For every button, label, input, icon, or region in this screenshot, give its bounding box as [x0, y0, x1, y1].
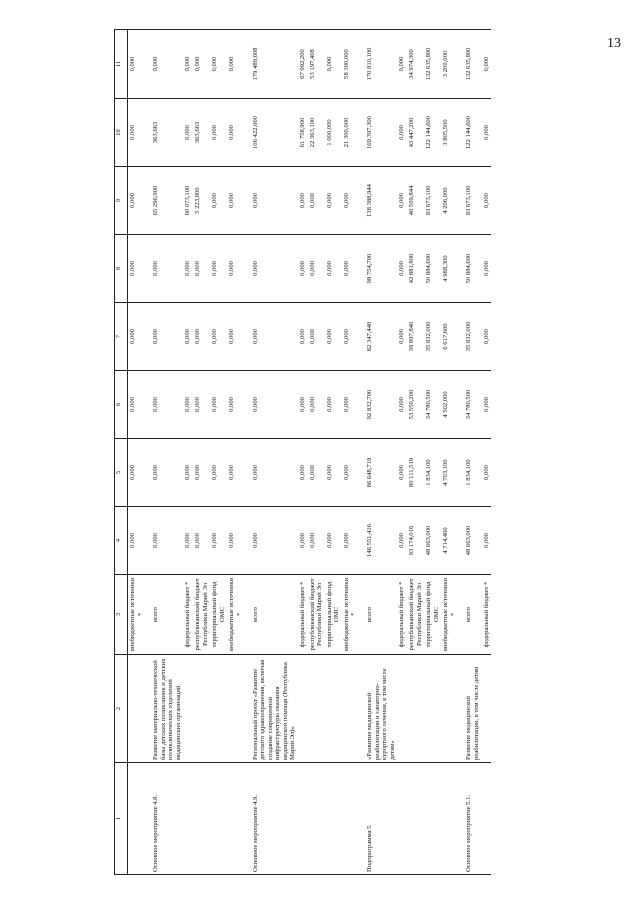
rotated-table-container — [114, 30, 526, 875]
table-row — [227, 30, 244, 875]
value-cell: 0,000 — [227, 30, 244, 99]
value-cell: 1 834,100 — [458, 439, 481, 507]
value-cell: 122 144,600 — [458, 99, 481, 167]
funding-source-cell: внебюджетные источники * — [227, 575, 244, 655]
value-cell: 65 296,900 — [145, 167, 183, 235]
funding-source-cell: республиканский бюджет Республики Марий Эл — [308, 575, 325, 655]
value-cell: 4 502,000 — [441, 371, 458, 439]
value-cell: 1 834,100 — [424, 439, 441, 507]
measure-description-cell — [308, 655, 325, 763]
value-cell: 34 974,300 — [407, 30, 424, 99]
value-cell: 93 174,016 — [407, 507, 424, 575]
measure-name-cell — [227, 763, 244, 875]
value-cell: 363,663 — [193, 99, 210, 167]
measure-name-cell — [183, 763, 193, 875]
value-cell: 48 663,000 — [458, 507, 481, 575]
value-cell: 0,000 — [128, 507, 146, 575]
measure-description-cell: Развитие материально-технической базы детских поликлиник и детских поликлинических отделений медицинских организаций — [145, 655, 183, 763]
value-cell: 0,000 — [397, 439, 407, 507]
value-cell: 3 805,500 — [441, 99, 458, 167]
value-cell: 0,000 — [482, 303, 492, 371]
value-cell: 0,000 — [210, 507, 227, 575]
column-header: 1 — [115, 763, 128, 875]
value-cell: 0,000 — [298, 439, 308, 507]
funding-source-cell: федеральный бюджет * — [183, 575, 193, 655]
value-cell: 42 881,800 — [407, 235, 424, 303]
value-cell: 0,000 — [325, 439, 342, 507]
value-cell: 43 447,200 — [407, 99, 424, 167]
value-cell: 98 754,700 — [359, 235, 397, 303]
funding-source-cell: внебюджетные источники * — [128, 575, 146, 655]
value-cell: 0,000 — [145, 30, 183, 99]
column-header: 10 — [115, 99, 128, 167]
value-cell: 0,000 — [482, 99, 492, 167]
value-cell: 0,000 — [325, 507, 342, 575]
value-cell: 0,000 — [298, 167, 308, 235]
value-cell: 132 635,800 — [458, 30, 481, 99]
value-cell: 0,000 — [145, 371, 183, 439]
measure-description-cell — [193, 655, 210, 763]
table-row — [145, 30, 183, 875]
value-cell: 0,000 — [128, 371, 146, 439]
value-cell: 179 489,608 — [245, 30, 298, 99]
value-cell: 0,000 — [145, 439, 183, 507]
value-cell: 0,000 — [245, 235, 298, 303]
table-body — [128, 30, 492, 875]
value-cell: 0,000 — [193, 30, 210, 99]
table-row — [342, 30, 359, 875]
value-cell: 0,000 — [325, 303, 342, 371]
value-cell: 0,000 — [145, 507, 183, 575]
measure-description-cell: «Развитие медицинской реабилитации и санаторно-курортного лечения, в том числе детям» — [359, 655, 397, 763]
measure-description-cell — [482, 655, 492, 763]
value-cell: 0,000 — [342, 303, 359, 371]
funding-source-cell: федеральный бюджет * — [482, 575, 492, 655]
table-row — [193, 30, 210, 875]
value-cell: 0,000 — [308, 303, 325, 371]
measure-name-cell — [193, 763, 210, 875]
value-cell: 0,000 — [128, 303, 146, 371]
measure-description-cell — [424, 655, 441, 763]
value-cell: 0,000 — [482, 30, 492, 99]
value-cell: 0,000 — [227, 439, 244, 507]
value-cell: 4 988,300 — [441, 235, 458, 303]
measure-description-cell — [128, 655, 146, 763]
value-cell: 34 780,500 — [458, 371, 481, 439]
value-cell: 0,000 — [298, 507, 308, 575]
column-header: 11 — [115, 30, 128, 99]
funding-source-cell: всего — [458, 575, 481, 655]
value-cell: 0,000 — [482, 371, 492, 439]
value-cell: 0,000 — [210, 30, 227, 99]
table-row — [397, 30, 407, 875]
measure-description-cell — [325, 655, 342, 763]
value-cell: 0,000 — [482, 167, 492, 235]
table-row — [308, 30, 325, 875]
value-cell: 0,000 — [210, 235, 227, 303]
table-row — [183, 30, 193, 875]
value-cell: 0,000 — [193, 439, 210, 507]
value-cell: 22 363,100 — [308, 99, 325, 167]
value-cell: 50 884,600 — [424, 235, 441, 303]
column-header: 5 — [115, 439, 128, 507]
value-cell: 0,000 — [128, 99, 146, 167]
budget-table — [114, 29, 491, 875]
page-number: 13 — [607, 36, 621, 51]
column-header: 8 — [115, 235, 128, 303]
value-cell: 0,000 — [145, 235, 183, 303]
table-row — [441, 30, 458, 875]
measure-description-cell — [397, 655, 407, 763]
value-cell: 0,000 — [128, 167, 146, 235]
value-cell: 0,000 — [397, 303, 407, 371]
value-cell: 53 197,408 — [308, 30, 325, 99]
value-cell: 0,000 — [245, 167, 298, 235]
value-cell: 0,000 — [397, 235, 407, 303]
table-row — [128, 30, 146, 875]
value-cell: 80 111,519 — [407, 439, 424, 507]
value-cell: 58 300,000 — [342, 30, 359, 99]
column-header: 4 — [115, 507, 128, 575]
value-cell: 0,000 — [342, 371, 359, 439]
value-cell: 6 617,600 — [441, 303, 458, 371]
value-cell: 0,000 — [227, 371, 244, 439]
measure-description-cell — [227, 655, 244, 763]
value-cell: 0,000 — [308, 167, 325, 235]
column-header: 6 — [115, 371, 128, 439]
value-cell: 0,000 — [193, 235, 210, 303]
measure-description-cell — [407, 655, 424, 763]
value-cell: 0,000 — [308, 507, 325, 575]
measure-name-cell: Подпрограмма 5 — [359, 763, 397, 875]
funding-source-cell: всего — [245, 575, 298, 655]
value-cell: 106 422,000 — [245, 99, 298, 167]
value-cell: 0,000 — [183, 303, 193, 371]
value-cell: 0,000 — [210, 303, 227, 371]
table-row — [482, 30, 492, 875]
value-cell: 48 663,000 — [424, 507, 441, 575]
value-cell: 0,000 — [210, 371, 227, 439]
value-cell: 0,000 — [183, 439, 193, 507]
value-cell: 0,000 — [245, 507, 298, 575]
measure-description-cell — [183, 655, 193, 763]
measure-name-cell — [407, 763, 424, 875]
value-cell: 4 714,400 — [441, 507, 458, 575]
measure-name-cell — [441, 763, 458, 875]
table-row — [210, 30, 227, 875]
measure-name-cell — [424, 763, 441, 875]
value-cell: 0,000 — [227, 235, 244, 303]
value-cell: 0,000 — [342, 235, 359, 303]
table-row — [359, 30, 397, 875]
measure-name-cell — [210, 763, 227, 875]
value-cell: 122 144,600 — [424, 99, 441, 167]
value-cell: 0,000 — [298, 303, 308, 371]
value-cell: 0,000 — [342, 167, 359, 235]
measure-name-cell — [298, 763, 308, 875]
value-cell: 4 703,100 — [441, 439, 458, 507]
value-cell: 0,000 — [325, 371, 342, 439]
value-cell: 0,000 — [482, 507, 492, 575]
table-row — [424, 30, 441, 875]
value-cell: 92 832,700 — [359, 371, 397, 439]
value-cell: 0,000 — [298, 235, 308, 303]
measure-name-cell — [482, 763, 492, 875]
funding-source-cell: территориальный фонд ОМС — [210, 575, 227, 655]
measure-description-cell — [210, 655, 227, 763]
value-cell: 0,000 — [183, 235, 193, 303]
funding-source-cell: всего — [359, 575, 397, 655]
funding-source-cell: республиканский бюджет Республики Марий Эл — [407, 575, 424, 655]
table-row — [245, 30, 298, 875]
measure-name-cell: Основное мероприятие 5.1. — [458, 763, 481, 875]
funding-source-cell: территориальный фонд ОМС — [325, 575, 342, 655]
value-cell: 0,000 — [325, 235, 342, 303]
value-cell: 67 992,200 — [298, 30, 308, 99]
value-cell: 60 073,100 — [183, 167, 193, 235]
value-cell: 0,000 — [193, 303, 210, 371]
value-cell: 35 832,000 — [458, 303, 481, 371]
table-row — [458, 30, 481, 875]
measure-name-cell — [128, 763, 146, 875]
value-cell: 53 550,200 — [407, 371, 424, 439]
value-cell: 86 648,719 — [359, 439, 397, 507]
value-cell: 4 206,000 — [441, 167, 458, 235]
measure-description-cell: Региональный проект «Развитие детского здравоохранения, включая создание современной инфраструктуры оказания медицинской помощи (Республика Марий Эл)» — [245, 655, 298, 763]
value-cell: 0,000 — [482, 235, 492, 303]
column-header: 3 — [115, 575, 128, 655]
value-cell: 363,663 — [145, 99, 183, 167]
value-cell: 170 810,100 — [359, 30, 397, 99]
measure-name-cell — [325, 763, 342, 875]
value-cell: 40 509,844 — [407, 167, 424, 235]
value-cell: 0,000 — [193, 371, 210, 439]
value-cell: 0,000 — [183, 507, 193, 575]
funding-source-cell: внебюджетные источники * — [441, 575, 458, 655]
value-cell: 0,000 — [145, 303, 183, 371]
table-row — [325, 30, 342, 875]
value-cell: 0,000 — [210, 99, 227, 167]
measure-description-cell — [342, 655, 359, 763]
funding-source-cell: федеральный бюджет * — [298, 575, 308, 655]
column-header: 9 — [115, 167, 128, 235]
value-cell: 0,000 — [308, 439, 325, 507]
funding-source-cell: территориальный фонд ОМС — [424, 575, 441, 655]
funding-source-cell: республиканский бюджет Республики Марий Эл — [193, 575, 210, 655]
value-cell: 0,000 — [482, 439, 492, 507]
value-cell: 1 000,000 — [325, 99, 342, 167]
value-cell: 0,000 — [183, 30, 193, 99]
table-header-row — [115, 30, 128, 875]
measure-name-cell — [308, 763, 325, 875]
value-cell: 21 300,000 — [342, 99, 359, 167]
value-cell: 34 780,500 — [424, 371, 441, 439]
value-cell: 0,000 — [308, 371, 325, 439]
value-cell: 0,000 — [193, 507, 210, 575]
measure-description-cell — [298, 655, 308, 763]
value-cell: 39 897,840 — [407, 303, 424, 371]
value-cell: 0,000 — [342, 507, 359, 575]
value-cell: 0,000 — [227, 99, 244, 167]
value-cell: 0,000 — [325, 167, 342, 235]
value-cell: 0,000 — [325, 30, 342, 99]
measure-name-cell — [342, 763, 359, 875]
value-cell: 0,000 — [245, 371, 298, 439]
table-row — [407, 30, 424, 875]
value-cell: 0,000 — [397, 507, 407, 575]
value-cell: 0,000 — [210, 439, 227, 507]
table-row — [298, 30, 308, 875]
value-cell: 61 758,900 — [298, 99, 308, 167]
value-cell: 5 223,800 — [193, 167, 210, 235]
value-cell: 0,000 — [342, 439, 359, 507]
value-cell: 35 832,000 — [424, 303, 441, 371]
value-cell: 0,000 — [183, 371, 193, 439]
value-cell: 0,000 — [183, 99, 193, 167]
value-cell: 93 673,100 — [458, 167, 481, 235]
value-cell: 0,000 — [298, 371, 308, 439]
measure-name-cell — [397, 763, 407, 875]
value-cell: 0,000 — [397, 371, 407, 439]
measure-name-cell: Основное мероприятие 4.9. — [245, 763, 298, 875]
value-cell: 0,000 — [128, 30, 146, 99]
column-header: 2 — [115, 655, 128, 763]
value-cell: 82 347,440 — [359, 303, 397, 371]
value-cell: 0,000 — [128, 439, 146, 507]
value-cell: 0,000 — [227, 303, 244, 371]
value-cell: 132 635,800 — [424, 30, 441, 99]
value-cell: 0,000 — [245, 439, 298, 507]
value-cell: 50 884,600 — [458, 235, 481, 303]
measure-description-cell — [441, 655, 458, 763]
funding-source-cell: внебюджетные источники * — [342, 575, 359, 655]
value-cell: 0,000 — [128, 235, 146, 303]
funding-source-cell: федеральный бюджет * — [397, 575, 407, 655]
value-cell: 0,000 — [308, 235, 325, 303]
measure-name-cell: Основное мероприятие 4.8. — [145, 763, 183, 875]
value-cell: 169 397,300 — [359, 99, 397, 167]
value-cell: 138 388,944 — [359, 167, 397, 235]
value-cell: 146 551,416 — [359, 507, 397, 575]
measure-description-cell: Развитие медицинской реабилитации, в том числе детям — [458, 655, 481, 763]
value-cell: 0,000 — [397, 30, 407, 99]
value-cell: 3 200,000 — [441, 30, 458, 99]
column-header: 7 — [115, 303, 128, 371]
value-cell: 0,000 — [397, 167, 407, 235]
value-cell: 0,000 — [245, 303, 298, 371]
value-cell: 0,000 — [227, 507, 244, 575]
value-cell: 0,000 — [210, 167, 227, 235]
value-cell: 0,000 — [227, 167, 244, 235]
funding-source-cell: всего — [145, 575, 183, 655]
value-cell: 0,000 — [397, 99, 407, 167]
value-cell: 93 673,100 — [424, 167, 441, 235]
